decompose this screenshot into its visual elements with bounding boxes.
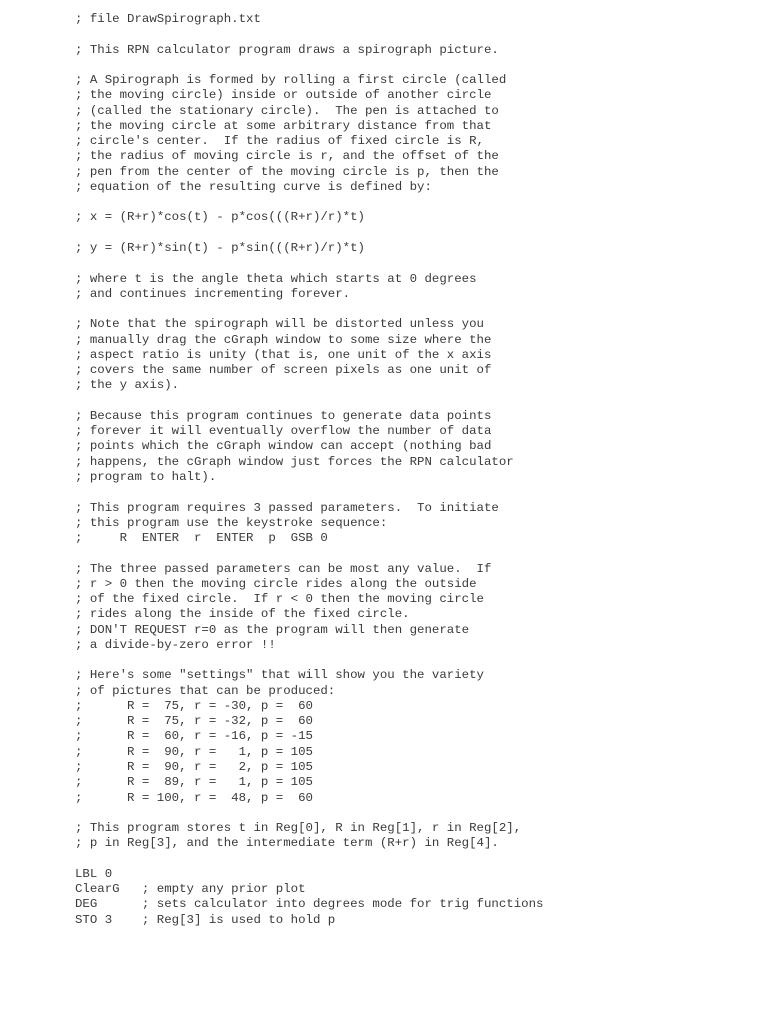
text-line: ; (called the stationary circle). The pen is attached to	[75, 103, 499, 118]
text-line: ; DON'T REQUEST r=0 as the program will then generate	[75, 622, 470, 637]
blank-line	[75, 852, 755, 867]
text-line: ; this program use the keystroke sequence:	[75, 515, 388, 530]
blank-line	[75, 256, 755, 271]
blank-line	[75, 27, 755, 42]
text-line: ; manually drag the cGraph window to some size where the	[75, 332, 492, 347]
text-line: ; R = 100, r = 48, p = 60	[75, 790, 313, 805]
text-line: ; of pictures that can be produced:	[75, 683, 336, 698]
text-line: ; A Spirograph is formed by rolling a first circle (called	[75, 73, 507, 88]
blank-line	[75, 302, 755, 317]
blank-line	[75, 546, 755, 561]
text-line: ; equation of the resulting curve is defined by:	[75, 179, 432, 194]
text-line: ; p in Reg[3], and the intermediate term (R+r) in Reg[4].	[75, 836, 499, 851]
text-line: ; forever it will eventually overflow the number of data	[75, 424, 492, 439]
text-line: ; file DrawSpirograph.txt	[75, 12, 261, 26]
text-line: ; happens, the cGraph window just forces the RPN calculator	[75, 454, 514, 469]
text-line: ; R = 90, r = 1, p = 105	[75, 744, 313, 759]
text-line: ; circle's center. If the radius of fixed circle is R,	[75, 134, 484, 149]
text-line: ; Note that the spirograph will be distorted unless you	[75, 317, 484, 332]
document-text	[75, 12, 755, 928]
blank-line	[75, 226, 755, 241]
text-line: ; points which the cGraph window can accept (nothing bad	[75, 439, 492, 454]
text-line: ; the moving circle at some arbitrary distance from that	[75, 118, 492, 133]
text-line: ; covers the same number of screen pixels as one unit of	[75, 363, 492, 378]
text-line: ; Here's some "settings" that will show you the variety	[75, 668, 484, 683]
text-line: LBL 0	[75, 866, 113, 881]
blank-line	[75, 394, 755, 409]
text-line: STO 3 ; Reg[3] is used to hold p	[75, 912, 336, 927]
text-line: ; the radius of moving circle is r, and the offset of the	[75, 149, 499, 164]
text-line: ; the moving circle) inside or outside of another circle	[75, 88, 492, 103]
text-line: ; This program requires 3 passed parameters. To initiate	[75, 500, 499, 515]
text-line: ; This program stores t in Reg[0], R in Reg[1], r in Reg[2],	[75, 821, 522, 836]
text-line: ; x = (R+r)*cos(t) - p*cos(((R+r)/r)*t)	[75, 210, 365, 225]
text-line: ; rides along the inside of the fixed circle.	[75, 607, 410, 622]
text-line: ; Because this program continues to generate data points	[75, 408, 492, 423]
text-line: ; and continues incrementing forever.	[75, 286, 351, 301]
text-line: ; The three passed parameters can be most any value. If	[75, 561, 492, 576]
blank-line	[75, 653, 755, 668]
text-line: ; a divide-by-zero error !!	[75, 637, 276, 652]
blank-line	[75, 195, 755, 210]
blank-line	[75, 58, 755, 73]
blank-line	[75, 806, 755, 821]
blank-line	[75, 485, 755, 500]
text-line: ; where t is the angle theta which starts at 0 degrees	[75, 271, 477, 286]
text-line: ; R = 60, r = -16, p = -15	[75, 729, 313, 744]
text-line: ; aspect ratio is unity (that is, one unit of the x axis	[75, 347, 492, 362]
text-line: ; y = (R+r)*sin(t) - p*sin(((R+r)/r)*t)	[75, 240, 365, 255]
text-line: ; r > 0 then the moving circle rides along the outside	[75, 576, 477, 591]
text-line: ; This RPN calculator program draws a spirograph picture.	[75, 42, 499, 57]
text-line: ; of the fixed circle. If r < 0 then the moving circle	[75, 592, 484, 607]
text-line: ; R = 89, r = 1, p = 105	[75, 775, 313, 790]
text-line: ClearG ; empty any prior plot	[75, 882, 306, 897]
text-line: ; R = 75, r = -30, p = 60	[75, 698, 313, 713]
text-line: ; R ENTER r ENTER p GSB 0	[75, 531, 328, 546]
text-line: ; the y axis).	[75, 378, 180, 393]
text-line: ; program to halt).	[75, 469, 217, 484]
text-line: ; R = 90, r = 2, p = 105	[75, 760, 313, 775]
text-line: ; pen from the center of the moving circle is p, then the	[75, 164, 499, 179]
text-line: DEG ; sets calculator into degrees mode for trig functions	[75, 897, 544, 912]
text-line: ; R = 75, r = -32, p = 60	[75, 714, 313, 729]
